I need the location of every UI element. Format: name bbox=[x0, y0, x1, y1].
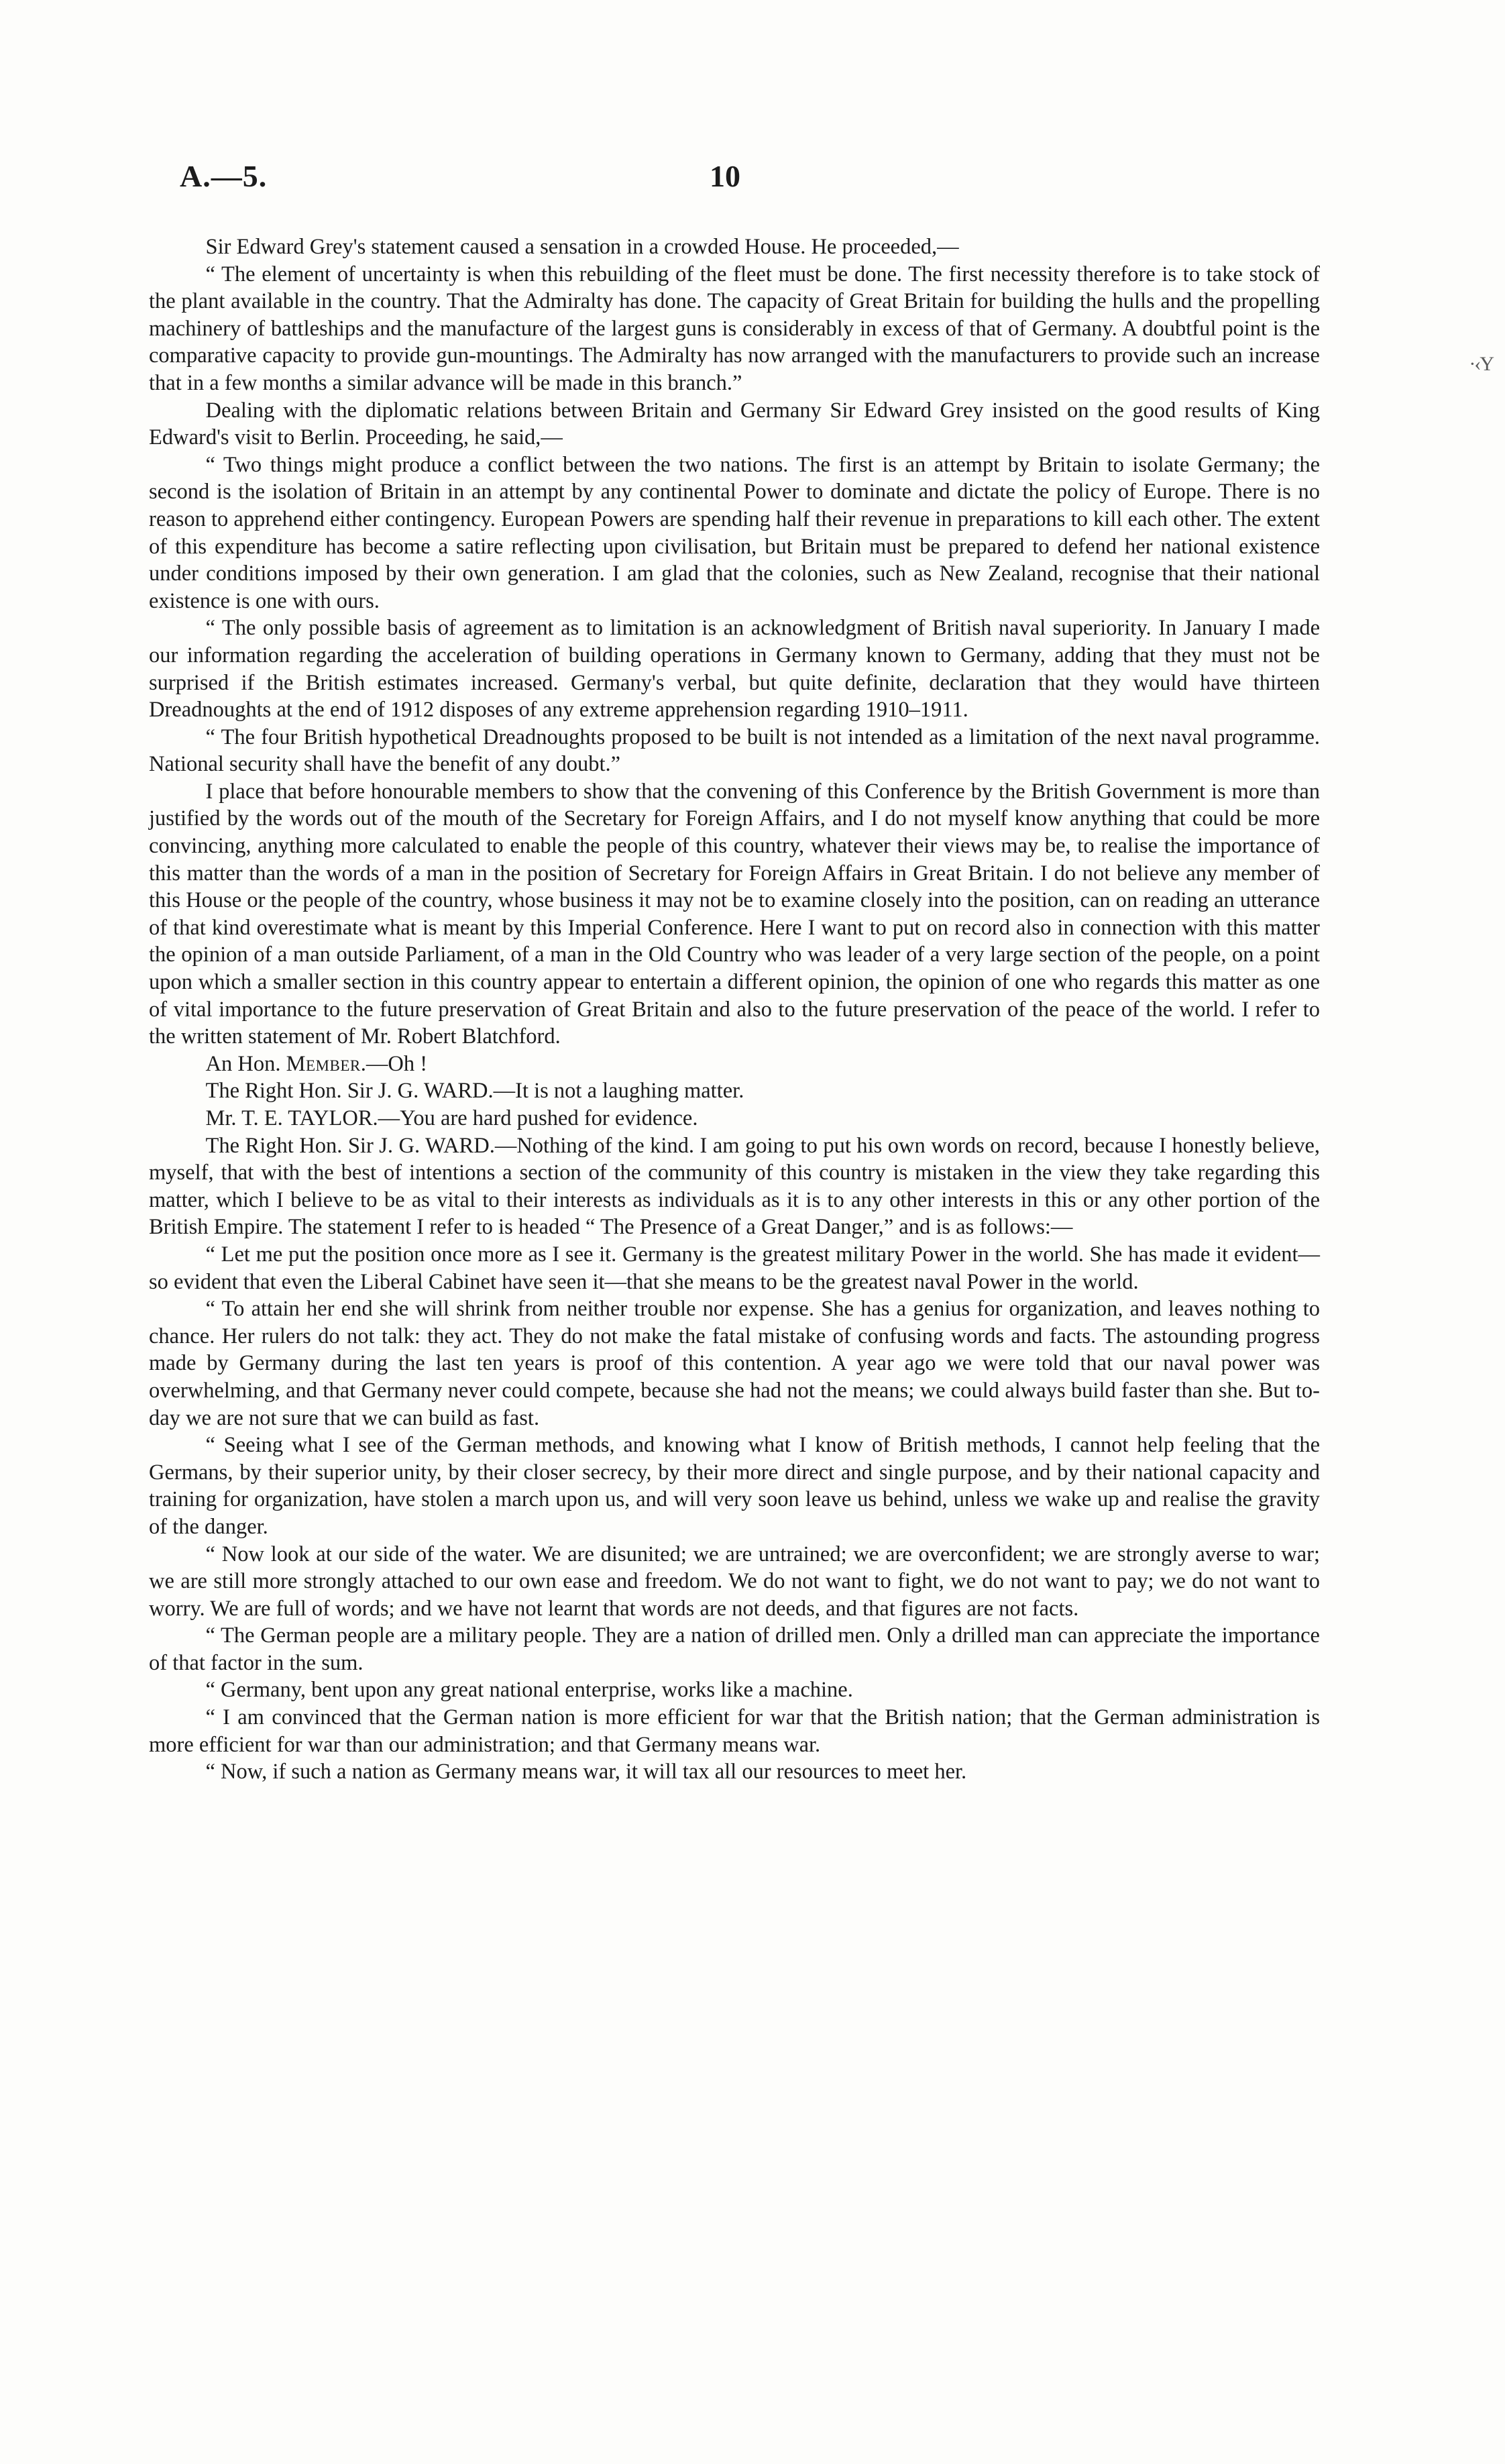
margin-mark: ·‹Y bbox=[1469, 353, 1493, 375]
interjection-taylor: Mr. T. E. TAYLOR.—You are hard pushed for evidence. bbox=[205, 1106, 698, 1130]
quote-paragraph: “ The element of uncertainty is when this rebuilding of the fleet must be done. The first necessity therefore is to take stock of the plant available in the country. That the Admiralty has done. The capacity of Great Britain for building the hulls and the propelling machinery of battleships and the manufacture of the largest guns is considerably in excess of that of Germany. A doubtful point is the comparative capacity to provide gun-mountings. The Admiralty has now arranged with the manufacturers to provide such an increase that in a few months a similar advance will be made in this branch.” bbox=[149, 262, 1320, 395]
interjection-prefix: An Hon. bbox=[205, 1051, 286, 1076]
quote-paragraph: “ Now, if such a nation as Germany means war, it will tax all our resources to meet her. bbox=[205, 1760, 967, 1784]
quote-paragraph: “ The only possible basis of agreement as to limitation is an acknowledgment of British naval superiority. In January I made our information regarding the acceleration of building operations in Germany known to Germany, adding that they must not be surprised if the British estimates increased. Germany's verbal, but quite definite, declaration that they would have thirteen Dreadnoughts at the end of 1912 disposes of any extreme apprehension regarding 1910–1911. bbox=[149, 616, 1320, 722]
quote-paragraph: “ Germany, bent upon any great national enterprise, works like a machine. bbox=[205, 1678, 853, 1703]
body-text bbox=[149, 233, 1320, 1786]
paragraph: Sir Edward Grey's statement caused a sensation in a crowded House. He proceeded,— bbox=[205, 235, 959, 259]
paper-reference: A.—5. bbox=[180, 159, 268, 193]
interjection-text: .—Oh ! bbox=[360, 1051, 428, 1076]
paragraph: Dealing with the diplomatic relations between Britain and Germany Sir Edward Grey insisted on the good results of King Edward's visit to Berlin. Proceeding, he said,— bbox=[149, 398, 1320, 450]
quote-paragraph: “ I am convinced that the German nation is more efficient for war that the British nation; that the German administration is more efficient for war than our administration; and that Germany means war. bbox=[149, 1705, 1320, 1757]
quote-paragraph: “ The German people are a military people. They are a nation of drilled men. Only a drilled man can appreciate the importance of that factor in the sum. bbox=[149, 1623, 1320, 1675]
paragraph: I place that before honourable members to show that the convening of this Conference by the British Government is more than justified by the words out of the mouth of the Secretary for Foreign Affairs, and I do not myself know anything that could be more convincing, anything more calculated to enable the people of this country, whatever their views may be, to realise the importance of this matter than the words of a man in the position of Secretary for Foreign Affairs in Great Britain. I do not believe any member of this House or the people of the country, whose business it may not be to examine closely into the position, can on reading an utterance of that kind overestimate what is meant by this Imperial Conference. Here I want to put on record also in connection with this matter the opinion of a man outside Parliament, of a man in the Old Country who was leader of a very large section of the people, on a point upon which a smaller section in this country appear to entertain a different opinion, the opinion of one who regards this matter as one of vital importance to the future preservation of Great Britain and also to the future preservation of the peace of the world. I refer to the written statement of Mr. Robert Blatchford. bbox=[149, 779, 1320, 1049]
quote-paragraph: “ Two things might produce a conflict between the two nations. The first is an attempt by Britain to isolate Germany; the second is the isolation of Britain in an attempt by any continental Power to dominate and dictate the policy of Europe. There is no reason to apprehend either contingency. European Powers are spending half their revenue in preparations to kill each other. The extent of this expenditure has become a satire reflecting upon civilisation, but Britain must be prepared to defend her national existence under conditions imposed by their own generation. I am glad that the colonies, such as New Zealand, recognise that their national existence is one with ours. bbox=[149, 452, 1320, 613]
paragraph: The Right Hon. Sir J. G. WARD.—Nothing of the kind. I am going to put his own words on record, because I honestly believe, myself, that with the best of intentions a section of the community of this country is mistaken in the view they take regarding this matter, which I believe to be as vital to their interests as individuals as it is to any other interests in this or any other portion of the British Empire. The statement I refer to is headed “ The Presence of a Great Danger,” and is as follows:— bbox=[149, 1133, 1320, 1240]
interjection-member bbox=[149, 1051, 1320, 1078]
quote-paragraph: “ Seeing what I see of the German methods, and knowing what I know of British methods, I cannot help feeling that the Germans, by their superior unity, by their closer secrecy, by their more direct and single purpose, and by their national capacity and training for organization, have stolen a march upon us, and will very soon leave us behind, unless we wake up and realise the gravity of the danger. bbox=[149, 1433, 1320, 1539]
interjection-speaker: Member bbox=[286, 1051, 361, 1076]
page-header bbox=[180, 158, 1333, 199]
quote-paragraph: “ The four British hypothetical Dreadnoughts proposed to be built is not intended as a limitation of the next naval programme. National security shall have the benefit of any doubt.” bbox=[149, 725, 1320, 777]
quote-paragraph: “ To attain her end she will shrink from neither trouble nor expense. She has a genius for organization, and leaves nothing to chance. Her rulers do not talk: they act. They do not make the fatal mistake of confusing words and facts. The astounding progress made by Germany during the last ten years is proof of this contention. A year ago we were told that our naval power was overwhelming, and that Germany never could compete, because she had not the means; we could always build faster than she. But to-day we are not sure that we can build as fast. bbox=[149, 1297, 1320, 1430]
interjection-ward: The Right Hon. Sir J. G. WARD.—It is not a laughing matter. bbox=[205, 1079, 744, 1104]
page-number: 10 bbox=[710, 159, 740, 193]
quote-paragraph: “ Now look at our side of the water. We are disunited; we are untrained; we are overconfident; we are strongly averse to war; we are still more strongly attached to our own ease and freedom. We do not want to fight, we do not want to pay; we do not want to worry. We are full of words; and we have not learnt that words are not deeds, and that figures are not facts. bbox=[149, 1542, 1320, 1621]
quote-paragraph: “ Let me put the position once more as I see it. Germany is the greatest military Power in the world. She has made it evident—so evident that even the Liberal Cabinet have seen it—that she means to be the greatest naval Power in the world. bbox=[149, 1242, 1320, 1294]
